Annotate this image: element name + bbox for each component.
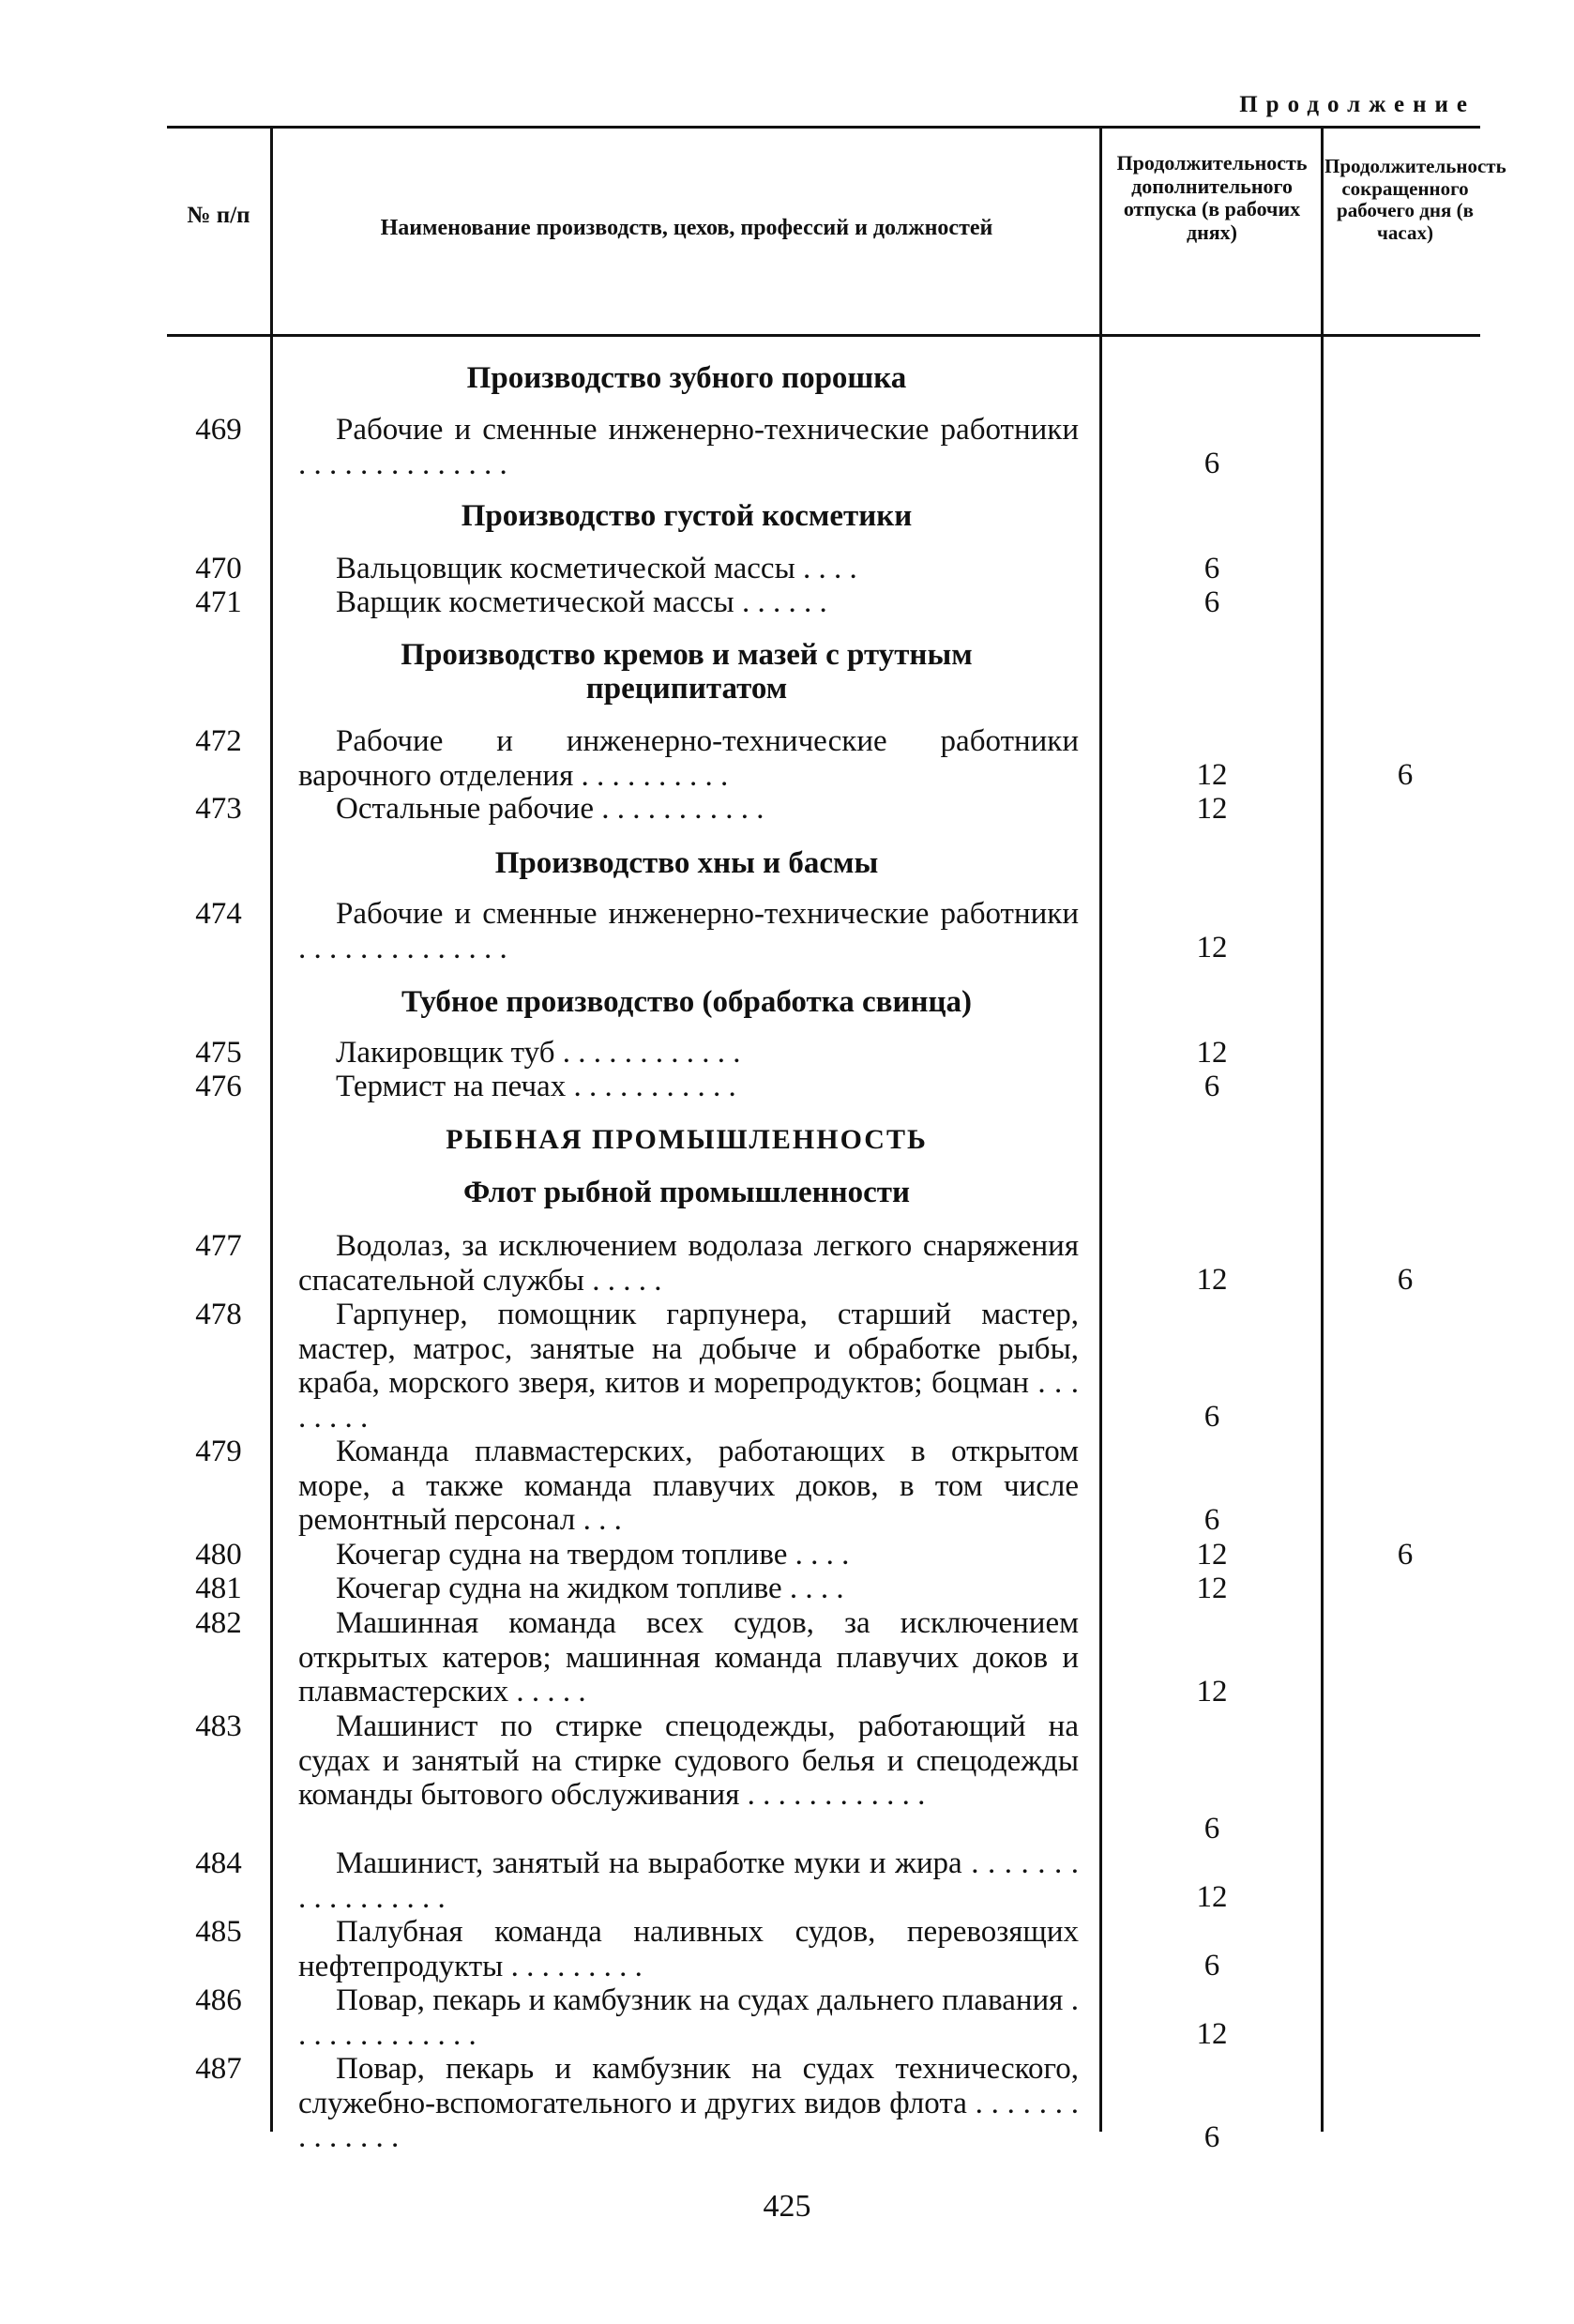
row-leave-days: 6 — [1203, 1949, 1220, 1982]
row-leave-days: 6 — [1203, 1400, 1220, 1434]
row-text: Рабочие и сменные инженерно-технические работники . . . . . . . . . . . . . . — [298, 897, 1079, 965]
row-leave-days: 6 — [1203, 1070, 1220, 1103]
row-leave-days: 12 — [1196, 931, 1228, 965]
row-number: 482 — [195, 1606, 242, 1640]
row-short-day-hours: 6 — [1397, 1263, 1414, 1297]
row-text: Повар, пекарь и камбузник на судах дальнего плавания . . . . . . . . . . . . . — [298, 1983, 1079, 2052]
row-short-day-hours: 6 — [1397, 758, 1414, 792]
row-number: 474 — [195, 897, 242, 931]
row-leave-days: 6 — [1203, 1503, 1220, 1537]
page-number: 425 — [763, 2189, 811, 2224]
row-leave-days: 12 — [1196, 1263, 1228, 1297]
row-text: Водолаз, за исключением водолаза легкого снаряжения спасательной службы . . . . . — [298, 1229, 1079, 1298]
row-number: 485 — [195, 1915, 242, 1949]
row-number: 469 — [195, 413, 242, 447]
header-leave-days: Продолжительность дополнительного отпуска (в рабочих днях) — [1116, 151, 1308, 244]
row-number: 480 — [195, 1538, 242, 1572]
section-heading: Производство густой косметики — [461, 499, 913, 533]
row-number: 486 — [195, 1983, 242, 2017]
row-number: 470 — [195, 552, 242, 585]
column-rule-2 — [1099, 126, 1102, 2132]
row-leave-days: 12 — [1196, 1036, 1228, 1070]
row-number: 483 — [195, 1709, 242, 1743]
row-leave-days: 6 — [1203, 585, 1220, 619]
row-text: Машинная команда всех судов, за исключением открытых катеров; машинная команда плавучих доков и плавмастерских . . . . . — [298, 1606, 1079, 1709]
row-short-day-hours: 6 — [1397, 1538, 1414, 1572]
row-text: Лакировщик туб . . . . . . . . . . . . — [336, 1036, 741, 1070]
row-number: 472 — [195, 724, 242, 758]
row-text: Вальцовщик косметической массы . . . . — [336, 552, 857, 585]
row-number: 487 — [195, 2052, 242, 2086]
row-number: 479 — [195, 1435, 242, 1468]
row-leave-days: 6 — [1203, 447, 1220, 480]
row-text: Кочегар судна на твердом топливе . . . . — [336, 1538, 850, 1572]
section-heading: Производство зубного порошка — [466, 361, 907, 395]
row-text: Повар, пекарь и камбузник на судах технического, служебно-вспомогательного и других видов флота . . . . . . . . . . . . . . — [298, 2052, 1079, 2154]
row-text: Палубная команда наливных судов, перевозящих нефтепродукты . . . . . . . . . — [298, 1915, 1079, 1983]
column-rule-1 — [270, 126, 273, 2132]
section-heading: Флот рыбной промышленности — [462, 1176, 911, 1209]
row-leave-days: 12 — [1196, 1880, 1228, 1914]
row-number: 484 — [195, 1846, 242, 1880]
row-leave-days: 12 — [1196, 792, 1228, 826]
row-text: Рабочие и сменные инженерно-технические работники . . . . . . . . . . . . . . — [298, 413, 1079, 481]
row-leave-days: 12 — [1196, 1675, 1228, 1709]
row-number: 476 — [195, 1070, 242, 1103]
section-heading: Производство хны и басмы — [494, 846, 879, 880]
row-text: Машинист, занятый на выработке муки и жира . . . . . . . . . . . . . . . . . — [298, 1846, 1079, 1915]
section-heading: Тубное производство (обработка свинца) — [401, 985, 972, 1019]
row-number: 481 — [195, 1572, 242, 1605]
row-leave-days: 12 — [1196, 1572, 1228, 1605]
header-number: № п/п — [187, 203, 250, 228]
row-leave-days: 6 — [1203, 2120, 1220, 2154]
continuation-label: Продолжение — [1239, 92, 1476, 117]
row-text: Варщик косметической массы . . . . . . — [336, 585, 827, 619]
header-bottom-rule — [167, 334, 1480, 337]
section-heading: Производство кремов и мазей с ртутным преципитатом — [401, 638, 973, 706]
row-number: 471 — [195, 585, 242, 619]
column-rule-3 — [1321, 126, 1324, 2132]
row-leave-days: 12 — [1196, 2017, 1228, 2051]
row-leave-days: 12 — [1196, 1538, 1228, 1572]
row-number: 478 — [195, 1298, 242, 1331]
row-leave-days: 12 — [1196, 758, 1228, 792]
section-heading: РЫБНАЯ ПРОМЫШЛЕННОСТЬ — [446, 1124, 928, 1155]
row-text: Термист на печах . . . . . . . . . . . — [336, 1070, 736, 1103]
row-leave-days: 6 — [1203, 552, 1220, 585]
header-top-rule — [167, 126, 1480, 129]
row-text: Машинист по стирке спецодежды, работающий на судах и занятый на стирке судового белья и спецодежды команды бытового обслуживания . . . . . . . . . . . . — [298, 1709, 1079, 1812]
row-number: 473 — [195, 792, 242, 826]
row-text: Гарпунер, помощник гарпунера, старший мастер, мастер, матрос, занятые на добыче и обработке рыбы, краба, морского зверя, китов и морепродуктов; боцман . . . . . . . . — [298, 1298, 1079, 1435]
row-text: Команда плавмастерских, работающих в открытом море, а также команда плавучих доков, в том числе ремонтный персонал . . . — [298, 1435, 1079, 1537]
row-text: Остальные рабочие . . . . . . . . . . . — [336, 792, 764, 826]
row-number: 477 — [195, 1229, 242, 1263]
row-number: 475 — [195, 1036, 242, 1070]
header-name: Наименование производств, цехов, профессий и должностей — [380, 216, 993, 240]
row-text: Кочегар судна на жидком топливе . . . . — [336, 1572, 844, 1605]
row-leave-days: 6 — [1203, 1812, 1220, 1846]
header-short-day-hours: Продолжительность сокращенного рабочего дня (в часах) — [1324, 155, 1506, 244]
row-text: Рабочие и инженерно-технические работники варочного отделения . . . . . . . . . . — [298, 724, 1079, 793]
